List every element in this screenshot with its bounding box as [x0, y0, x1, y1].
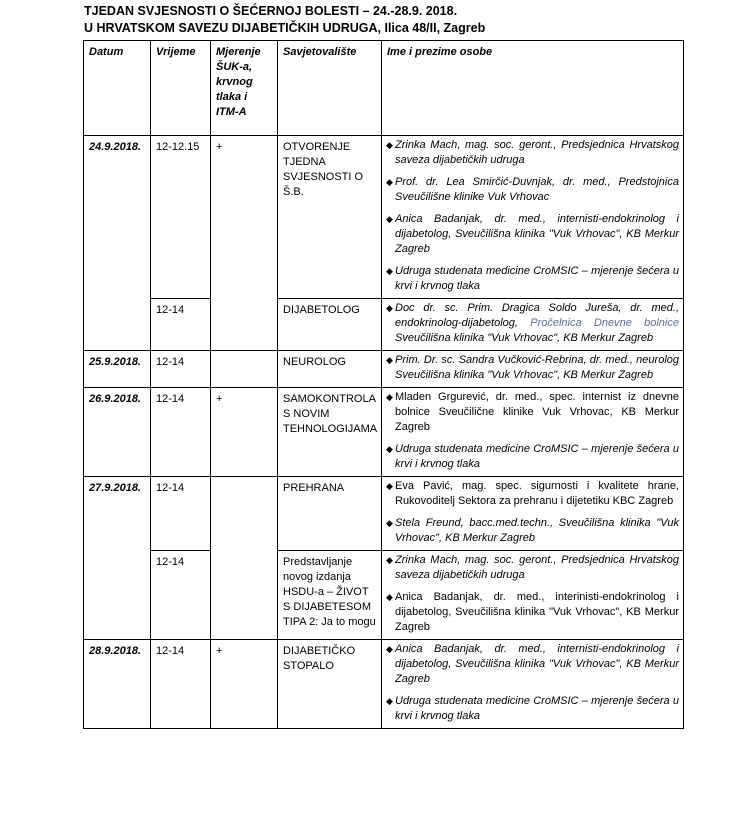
diamond-bullet-icon: ◆ — [386, 644, 393, 654]
people-cell — [382, 388, 684, 477]
date-cell: 25.9.2018. — [84, 351, 151, 388]
list-item: ◆ Anica Badanjak, dr. med., internisti-endokrinolog i dijabetolog, Sveučilišna klinika "Vuk Vrhovac", KB Merkur Zagreb — [386, 643, 679, 685]
measurement-cell — [211, 477, 278, 640]
table-row — [84, 388, 684, 477]
list-item: ◆ Udruga studenata medicine CroMSIC – mjerenje šećera u krvi i krvnog tlaka — [386, 695, 679, 722]
list-item: ◆ Anica Badanjak, dr. med., internisti-endokrinolog i dijabetolog, Sveučilišna klinika "Vuk Vrhovac", KB Merkur Zagreb — [386, 213, 679, 255]
list-item: ◆ Udruga studenata medicine CroMSIC – mjerenje šećera u krvi i krvnog tlaka — [386, 443, 679, 470]
table-row — [84, 351, 684, 388]
date-cell: 27.9.2018. — [84, 477, 151, 640]
diamond-bullet-icon: ◆ — [386, 518, 393, 528]
measurement-cell — [211, 351, 278, 388]
counseling-cell: PREHRANA — [278, 477, 382, 551]
diamond-bullet-icon: ◆ — [386, 266, 393, 276]
people-cell — [382, 136, 684, 299]
header-mjerenje: Mjerenje ŠUK-a, krvnog tlaka i ITM-A — [211, 41, 278, 136]
diamond-bullet-icon: ◆ — [386, 392, 393, 402]
measurement-cell: + — [211, 136, 278, 351]
diamond-bullet-icon: ◆ — [386, 696, 393, 706]
list-item: ◆ Eva Pavić, mag. spec. sigurnosti i kvalitete hrane, Rukovoditelj Sektora za prehranu i dijetetiku KBC Zagreb — [386, 480, 679, 507]
diamond-bullet-icon: ◆ — [386, 592, 393, 602]
document-title-line-1: TJEDAN SVJESNOSTI O ŠEĆERNOJ BOLESTI – 24.-28.9. 2018. — [84, 4, 458, 18]
diamond-bullet-icon: ◆ — [386, 140, 393, 150]
diamond-bullet-icon: ◆ — [386, 303, 393, 313]
time-cell: 12-12.15 — [151, 136, 211, 299]
diamond-bullet-icon: ◆ — [386, 481, 393, 491]
schedule-table — [83, 40, 684, 729]
list-item: ◆ Prof. dr. Lea Smirčić-Duvnjak, dr. med., Predstojnica Sveučilišne klinike Vuk Vrhovac — [386, 176, 679, 203]
header-savjetovaliste: Savjetovalište — [278, 41, 382, 136]
table-header-row — [84, 41, 684, 136]
measurement-cell: + — [211, 388, 278, 477]
header-ime-prezime: Ime i prezime osobe — [382, 41, 684, 136]
list-item: ◆ Udruga studenata medicine CroMSIC – mjerenje šećera u krvi i krvnog tlaka — [386, 265, 679, 292]
list-item: ◆ Zrinka Mach, mag. soc. geront., Predsjednica Hrvatskog saveza dijabetičkih udruga — [386, 139, 679, 166]
counseling-cell: Predstavljanje novog izdanja HSDU-a – ŽIVOT S DIJABETESOM TIPA 2: Ja to mogu — [278, 551, 382, 640]
date-cell: 24.9.2018. — [84, 136, 151, 351]
list-item: ◆ Doc dr. sc. Prim. Dragica Soldo Jureša, dr. med., endokrinolog-dijabetolog, Pročelnica Dnevne bolnice Sveučilišna klinika "Vuk Vrhovac", KB Merkur Zagreb — [386, 302, 679, 344]
counseling-cell: NEUROLOG — [278, 351, 382, 388]
date-cell: 26.9.2018. — [84, 388, 151, 477]
table-row — [84, 299, 684, 351]
people-cell — [382, 640, 684, 729]
diamond-bullet-icon: ◆ — [386, 214, 393, 224]
counseling-cell: OTVORENJE TJEDNA SVJESNOSTI O Š.B. — [278, 136, 382, 299]
list-item: ◆ Mladen Grgurević, dr. med., spec. internist iz dnevne bolnice Sveučilične klinike Vuk Vrhovac, KB Merkur Zagreb — [386, 391, 679, 433]
table-row — [84, 551, 684, 640]
table-row — [84, 640, 684, 729]
time-cell: 12-14 — [151, 299, 211, 351]
table-row — [84, 477, 684, 551]
people-cell — [382, 551, 684, 640]
header-datum: Datum — [84, 41, 151, 136]
time-cell: 12-14 — [151, 351, 211, 388]
diamond-bullet-icon: ◆ — [386, 444, 393, 454]
counseling-cell: SAMOKONTROLA S NOVIM TEHNOLOGIJAMA — [278, 388, 382, 477]
header-vrijeme: Vrijeme — [151, 41, 211, 136]
table-row — [84, 136, 684, 299]
counseling-cell: DIJABETIČKO STOPALO — [278, 640, 382, 729]
diamond-bullet-icon: ◆ — [386, 355, 393, 365]
people-cell — [382, 299, 684, 351]
list-item: ◆ Anica Badanjak, dr. med., interinisti-endokrinolog i dijabetolog, Sveučilišna klinika "Vuk Vrhovac", KB Merkur Zagreb — [386, 591, 679, 633]
list-item: ◆ Prim. Dr. sc. Sandra Vučković-Rebrina, dr. med., neurolog Sveučilišna klinika "Vuk Vrhovac", KB Merkur Zagreb — [386, 354, 679, 381]
time-cell: 12-14 — [151, 640, 211, 729]
list-item: ◆ Zrinka Mach, mag. soc. geront., Predsjednica Hrvatskog saveza dijabetičkih udruga — [386, 554, 679, 581]
date-cell: 28.9.2018. — [84, 640, 151, 729]
list-item: ◆ Stela Freund, bacc.med.techn., Sveučilišna klinika "Vuk Vrhovac", KB Merkur Zagreb — [386, 517, 679, 544]
document-title-line-2: U HRVATSKOM SAVEZU DIJABETIČKIH UDRUGA, Ilica 48/II, Zagreb — [84, 21, 486, 35]
measurement-cell: + — [211, 640, 278, 729]
diamond-bullet-icon: ◆ — [386, 177, 393, 187]
people-cell — [382, 351, 684, 388]
time-cell: 12-14 — [151, 477, 211, 551]
time-cell: 12-14 — [151, 388, 211, 477]
diamond-bullet-icon: ◆ — [386, 555, 393, 565]
people-cell — [382, 477, 684, 551]
counseling-cell: DIJABETOLOG — [278, 299, 382, 351]
time-cell: 12-14 — [151, 551, 211, 640]
